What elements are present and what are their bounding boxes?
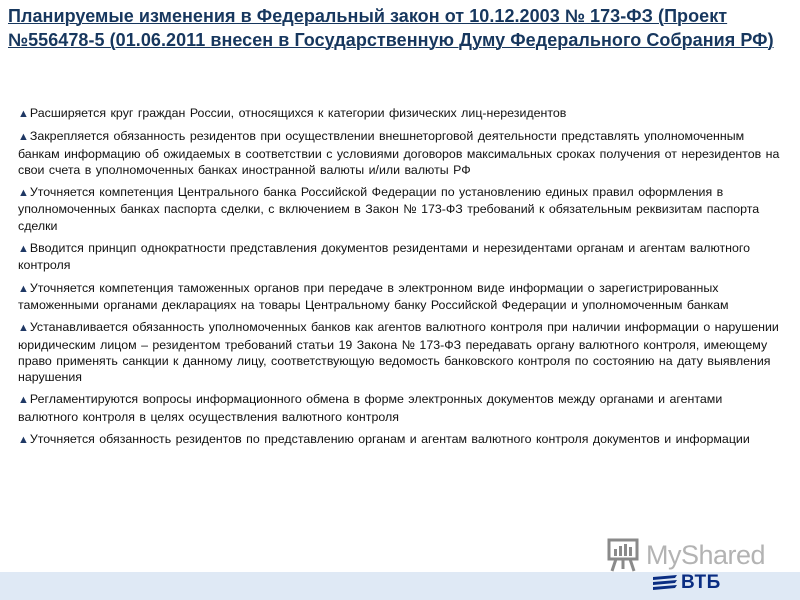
list-item-text: Уточняется компетенция таможенных органов при передаче в электронном виде информации о зарегистрированных таможенными органами декларациях на товары Центральному банку Российской Федерации и уполномоченным банкам [18,280,729,312]
bullet-list [18,105,784,454]
list-item [18,105,784,122]
triangle-bullet-icon: ▲ [18,243,29,256]
triangle-bullet-icon: ▲ [18,434,29,447]
list-item [18,240,784,274]
vtb-logo-text: ВТБ [681,572,721,593]
presentation-board-icon [606,537,642,573]
list-item [18,184,784,234]
triangle-bullet-icon: ▲ [18,187,29,200]
list-item-text: Уточняется компетенция Центрального банка Российской Федерации по установлению единых правил оформления в уполномоченных банках паспорта сделки, с включением в Закон № 173-ФЗ требований к обязательным реквизитам паспорта сделки [18,185,760,233]
slide-title[interactable]: Планируемые изменения в Федеральный закон от 10.12.2003 № 173-ФЗ (Проект №556478-5 (01.06.2011 внесен в Государственную Думу Федерального Собрания РФ) [8,6,774,50]
list-item [18,128,784,178]
triangle-bullet-icon: ▲ [18,108,29,120]
list-item-text: Устанавливается обязанность уполномоченных банков как агентов валютного контроля при наличии информации о нарушении юридическим лицом – резидентом требований статьи 19 Закона № 173-ФЗ передавать органу валютного контроля, имеющему право применять санкции к данному лицу, соответствующую ведомость банковского контроля по состоянию на дату выявления нарушения [18,320,779,385]
myshared-text: MyShared [646,540,766,570]
triangle-bullet-icon: ▲ [18,282,29,295]
list-item-text: Закрепляется обязанность резидентов при осуществлении внешнеторговой деятельности представлять уполномоченным банкам информацию об ожидаемых в соответствии с условиями договоров максимальных сроках получения от нерезидентов на свои счета в уполномоченных банках иностранной валюты и/или валюты РФ [18,129,780,177]
myshared-watermark[interactable] [606,537,766,575]
list-item [18,391,784,425]
list-item-text: Расширяется круг граждан России, относящихся к категории физических лиц-нерезидентов [29,106,567,120]
vtb-logo [651,572,741,594]
list-item [18,319,784,385]
list-item [18,280,784,314]
triangle-bullet-icon: ▲ [18,394,29,407]
list-item-text: Уточняется обязанность резидентов по представлению органам и агентам валютного контроля документов и информации [29,432,750,447]
list-item [18,431,784,448]
triangle-bullet-icon: ▲ [18,322,29,335]
vtb-wave-icon [651,572,679,594]
list-item-text: Вводится принцип однократности представления документов резидентами и нерезидентами органам и агентам валютного контроля [18,241,751,273]
list-item-text: Регламентируются вопросы информационного обмена в форме электронных документов между органами и агентами валютного контроля в целях осуществления валютного контроля [18,392,723,424]
triangle-bullet-icon: ▲ [18,131,29,144]
